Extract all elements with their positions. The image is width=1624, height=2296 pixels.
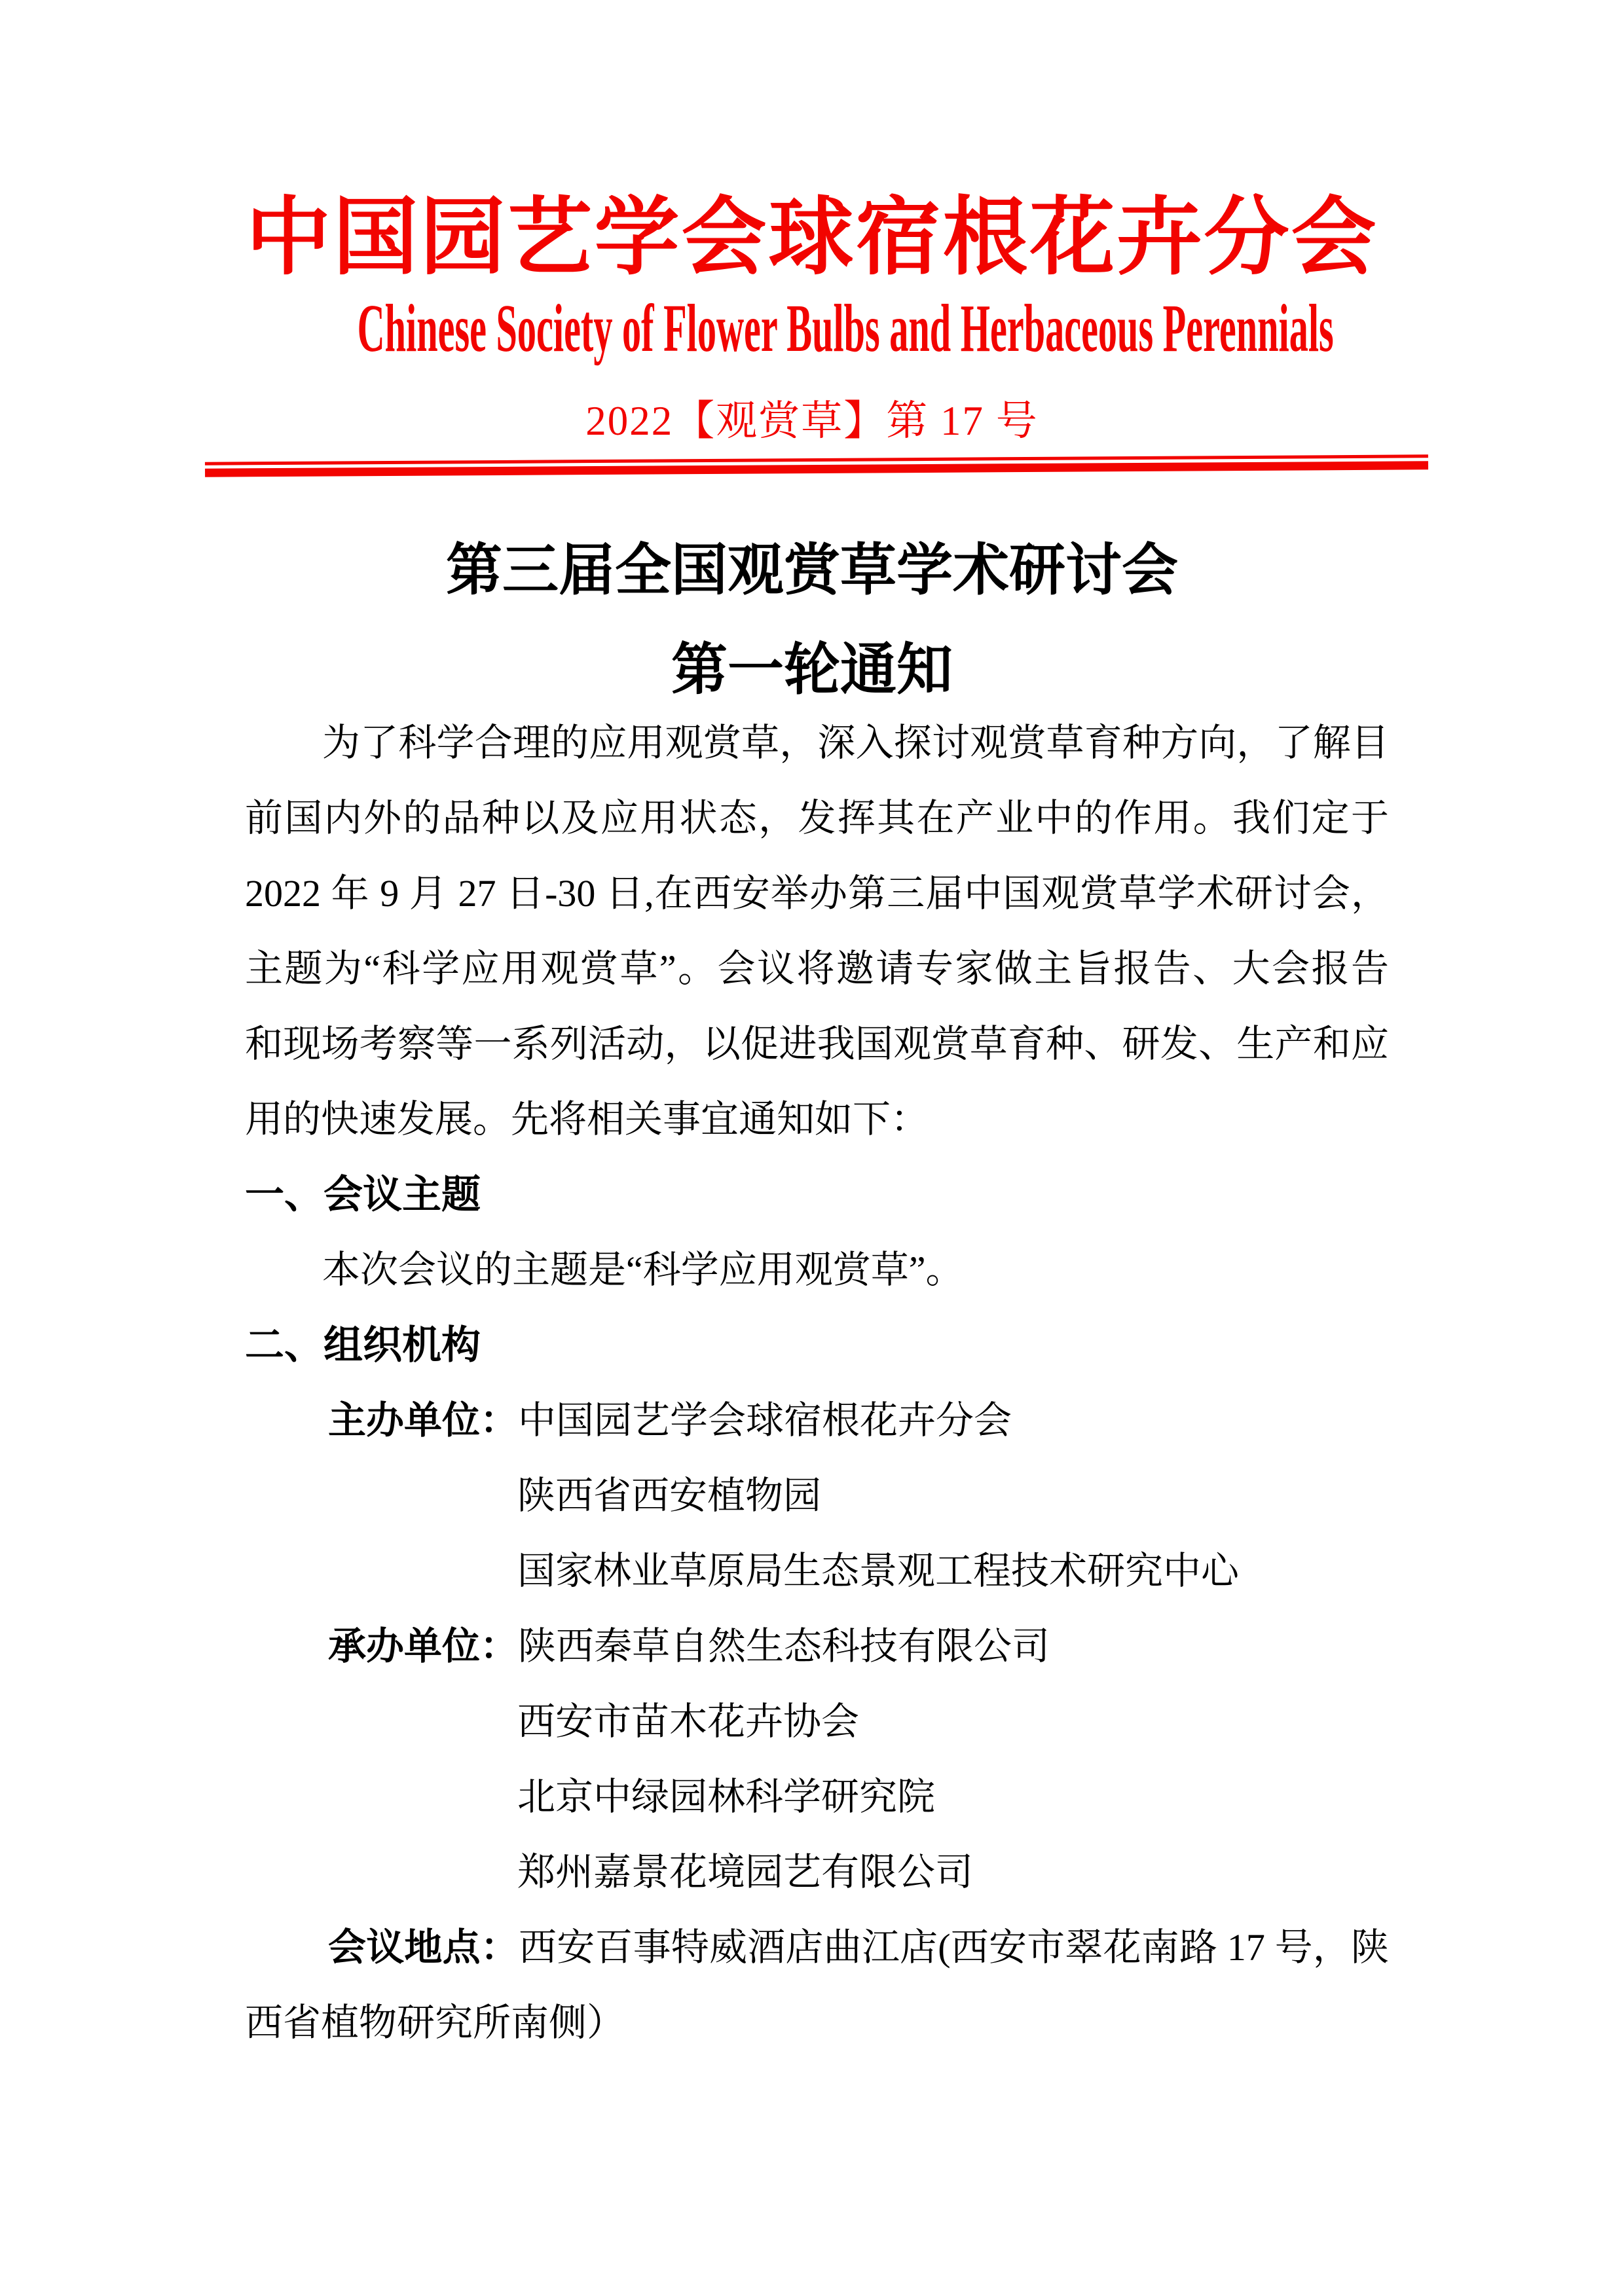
conference-title: 第三届全国观赏草学术研讨会 <box>446 539 1178 602</box>
organizer-label: 承办单位： <box>328 1625 519 1667</box>
venue-row <box>245 1910 1389 1985</box>
intro-line: 主题为“科学应用观赏草”。会议将邀请专家做主旨报告、大会报告 <box>245 947 1389 990</box>
red-double-rule <box>205 454 1428 477</box>
host-label: 主办单位： <box>328 1399 519 1442</box>
section-1-heading: 一、会议主题 <box>245 1173 481 1216</box>
host-org: 国家林业草原局生态景观工程技术研究中心 <box>517 1550 1240 1592</box>
intro-line: 为了科学合理的应用观赏草，深入探讨观赏草育种方向，了解目 <box>322 721 1389 764</box>
document-body <box>245 705 1389 2060</box>
section-2-heading: 二、组织机构 <box>245 1323 481 1367</box>
notice-round-title: 第一轮通知 <box>671 638 953 701</box>
venue-text-continued: 西省植物研究所南侧） <box>245 2001 625 2044</box>
organizer-org: 郑州嘉景花境园艺有限公司 <box>517 1851 974 1893</box>
intro-line: 前国内外的品种以及应用状态，发挥其在产业中的作用。我们定于 <box>245 797 1389 839</box>
venue-label: 会议地点： <box>328 1926 519 1969</box>
organizer-orgs-row <box>245 1609 1389 1684</box>
host-org: 陕西省西安植物园 <box>517 1474 822 1517</box>
host-orgs-row <box>245 1383 1389 1458</box>
intro-line: 和现场考察等一系列活动，以促进我国观赏草育种、研发、生产和应 <box>245 1023 1389 1065</box>
intro-line: 2022 年 9 月 27 日-30 日,在西安举办第三届中国观赏草学术研讨会， <box>245 872 1389 915</box>
venue-text: 西安百事特威酒店曲江店(西安市翠花南路 17 号，陕 <box>519 1926 1389 1969</box>
org-title-chinese: 中国园艺学会球宿根花卉分会 <box>246 191 1378 285</box>
intro-line: 用的快速发展。先将相关事宜通知如下： <box>245 1098 929 1140</box>
organizer-org: 西安市苗木花卉协会 <box>517 1700 860 1743</box>
section-1-body: 本次会议的主题是“科学应用观赏草”。 <box>322 1248 964 1291</box>
host-org: 中国园艺学会球宿根花卉分会 <box>518 1399 1012 1442</box>
organizer-org: 北京中绿园林科学研究院 <box>517 1776 936 1818</box>
org-title-english: Chinese Society of Flower Bulbs and Herbaceous Perennials <box>357 291 1334 366</box>
document-number: 2022【观赏草】第 17 号 <box>585 398 1039 444</box>
organizer-org: 陕西秦草自然生态科技有限公司 <box>518 1625 1050 1667</box>
